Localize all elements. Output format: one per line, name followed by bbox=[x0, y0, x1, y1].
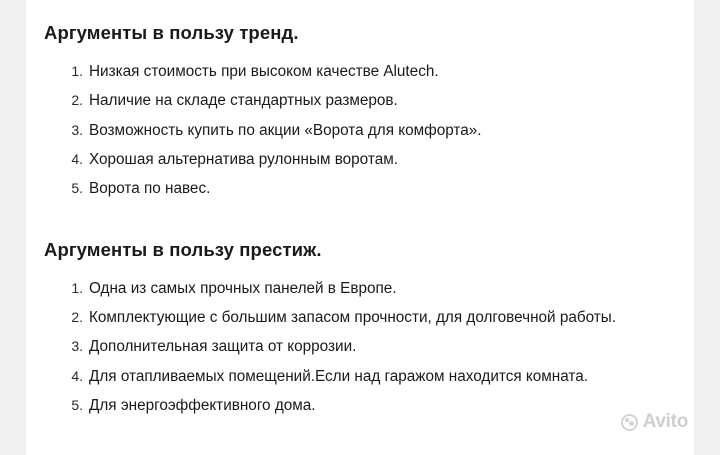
avito-logo-icon bbox=[621, 414, 638, 431]
section-title: Аргументы в пользу тренд. bbox=[44, 22, 299, 43]
right-margin-band bbox=[694, 0, 720, 455]
section-title: Аргументы в пользу престиж. bbox=[44, 238, 322, 260]
section-trend bbox=[44, 22, 684, 197]
numbered-list bbox=[44, 64, 684, 196]
list-item: Возможность купить по акции «Ворота для комфорта». bbox=[89, 121, 482, 139]
list-item: Для отапливаемых помещений.Если над гаражом находится комната. bbox=[89, 367, 588, 385]
list-item: Наличие на складе стандартных размеров. bbox=[89, 92, 398, 110]
avito-watermark bbox=[621, 411, 688, 433]
avito-watermark-label: Avito bbox=[642, 411, 688, 432]
list-item: Одна из самых прочных панелей в Европе. bbox=[89, 279, 397, 297]
section-prestige bbox=[44, 239, 684, 414]
list-item: Для энергоэффективного дома. bbox=[89, 397, 316, 415]
list-item: Ворота по навес. bbox=[89, 180, 211, 198]
left-margin-band bbox=[0, 0, 26, 455]
list-item: Дополнительная защита от коррозии. bbox=[89, 338, 357, 356]
document-content bbox=[44, 22, 684, 419]
list-item: Комплектующие с большим запасом прочности, для долговечной работы. bbox=[89, 309, 617, 327]
list-item: Низкая стоимость при высоком качестве Alutech. bbox=[89, 63, 439, 81]
list-item: Хорошая альтернатива рулонным воротам. bbox=[89, 151, 398, 169]
numbered-list bbox=[44, 281, 684, 413]
